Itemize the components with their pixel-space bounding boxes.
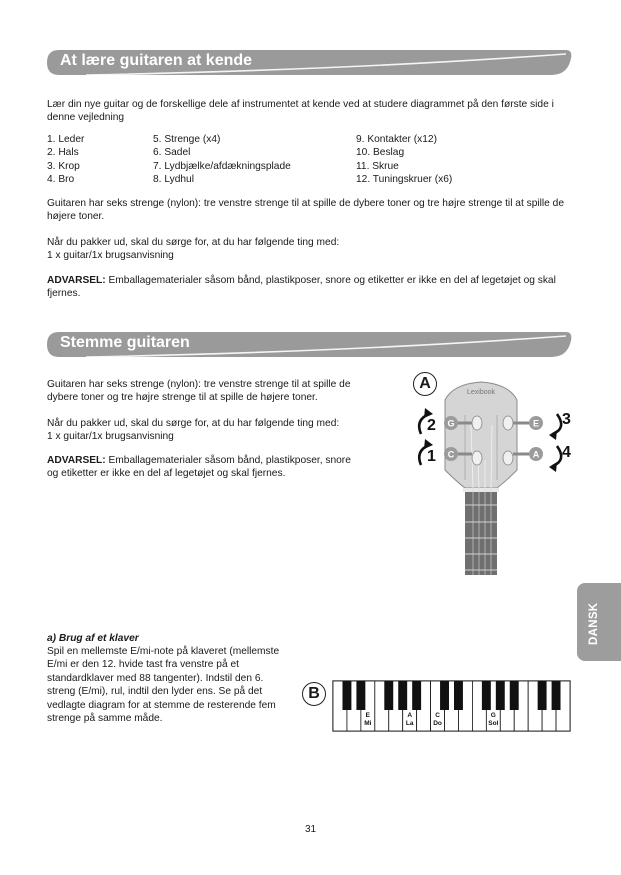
tuning-unpack-line2: 1 x guitar/1x brugsanvisning (47, 431, 174, 442)
piano-key-solfege: Mi (364, 720, 372, 727)
parts-column-1 (47, 133, 84, 187)
rotate-arrow-icon (553, 414, 561, 434)
list-item: 12. Tuningskruer (x6) (356, 174, 453, 186)
piano-black-key (342, 681, 351, 710)
warning-label: ADVARSEL: (47, 455, 106, 466)
tuning-warning-text (47, 454, 357, 481)
warning-text (47, 274, 572, 301)
diagram-b-piano (300, 678, 580, 734)
parts-column-3 (356, 133, 452, 187)
peg-number: 2 (427, 417, 436, 434)
piano-black-key (510, 681, 519, 710)
section-title: At lære guitaren at kende (60, 52, 253, 69)
peg-number: 1 (427, 448, 436, 465)
peg-note: E (532, 418, 540, 429)
subsection-heading (47, 632, 307, 645)
list-item: 7. Lydbjælke/afdækningsplade (153, 160, 291, 172)
unpack-text-line2: 1 x guitar/1x brugsanvisning (47, 250, 174, 261)
piano-black-key (398, 681, 407, 710)
language-side-tab (577, 583, 621, 661)
peg-note: G (447, 418, 455, 429)
peg-number: 4 (562, 444, 571, 461)
piano-key-note: A (407, 712, 413, 719)
diagram-a-headstock (405, 370, 575, 575)
list-item: 10. Beslag (356, 147, 405, 159)
piano-black-key (552, 681, 561, 710)
piano-black-key (384, 681, 393, 710)
brand-label: Lexibook (466, 389, 496, 396)
list-item: 3. Krop (47, 160, 80, 172)
language-label: DANSK (588, 602, 600, 645)
warning-body: Emballagematerialer såsom bånd, plastikposer, snore og etiketter er ikke en del af legetøjet og skal fjernes. (47, 455, 351, 480)
strings-text: Guitaren har seks strenge (nylon): tre venstre strenge til at spille de dybere toner og tre højre strenge til at spille de højere toner. (47, 198, 564, 223)
unpack-text-line1: Når du pakker ud, skal du sørge for, at du har følgende ting med: (47, 237, 340, 248)
section-title: Stemme guitaren (60, 334, 190, 351)
section-banner-getting-to-know (46, 48, 573, 75)
tuning-unpack-line1: Når du pakker ud, skal du sørge for, at du har følgende ting med: (47, 418, 340, 429)
list-item: 4. Bro (47, 174, 75, 186)
piano-black-key (454, 681, 463, 710)
list-item: 9. Kontakter (x12) (356, 134, 437, 145)
parts-column-2 (153, 133, 291, 187)
list-item: 8. Lydhul (153, 174, 194, 186)
peg-note: A (532, 449, 540, 460)
warning-body: Emballagematerialer såsom bånd, plastikposer, snore og etiketter er ikke en del af legetøjet og skal fjernes. (47, 275, 556, 300)
list-item: 6. Sadel (153, 147, 191, 159)
list-item: 1. Leder (47, 134, 85, 145)
peg-note: C (447, 449, 455, 460)
piano-black-key (538, 681, 547, 710)
piano-key-note: E (365, 712, 371, 719)
subsection-body: Spil en mellemste E/mi-note på klaveret (mellemste E/mi er den 12. hvide tast fra venstre på et standardklaver med 88 tangenter). Indstil den 6. streng (E/mi), rul, indtil den lyder ens. Se på det vedlagte diagram for at stemme de resterende fem strenge på samme måde. (47, 646, 280, 725)
list-item: 2. Hals (47, 147, 79, 159)
rotate-arrow-icon (553, 446, 561, 466)
intro-text: Lær din nye guitar og de forskellige dele af instrumentet at kende ved at studere diagrammet på den første side i denne vejledning (47, 99, 554, 124)
piano-black-key (496, 681, 505, 710)
diagram-b-label: B (302, 682, 326, 706)
piano-black-key (482, 681, 491, 710)
warning-label: ADVARSEL: (47, 275, 106, 286)
tuning-strings-text: Guitaren har seks strenge (nylon): tre venstre strenge til at spille de dybere toner og tre højre strenge til at spille de højere toner. (47, 379, 351, 404)
piano-key-solfege: Sol (488, 720, 499, 727)
piano-key-solfege: La (405, 720, 414, 727)
section-banner-tuning (46, 330, 573, 357)
diagram-a-label: A (413, 372, 437, 396)
piano-key-solfege: Do (433, 720, 442, 727)
piano-black-key (412, 681, 421, 710)
page-number: 31 (304, 824, 317, 835)
peg-number: 3 (562, 411, 571, 428)
list-item: 11. Skrue (356, 160, 399, 172)
list-item: 5. Strenge (x4) (153, 134, 221, 145)
piano-keyboard (300, 678, 580, 734)
piano-black-key (356, 681, 365, 710)
piano-key-note: C (435, 712, 440, 719)
piano-black-key (440, 681, 449, 710)
subsection-heading-text: a) Brug af et klaver (47, 633, 139, 644)
piano-key-note: G (490, 712, 496, 719)
